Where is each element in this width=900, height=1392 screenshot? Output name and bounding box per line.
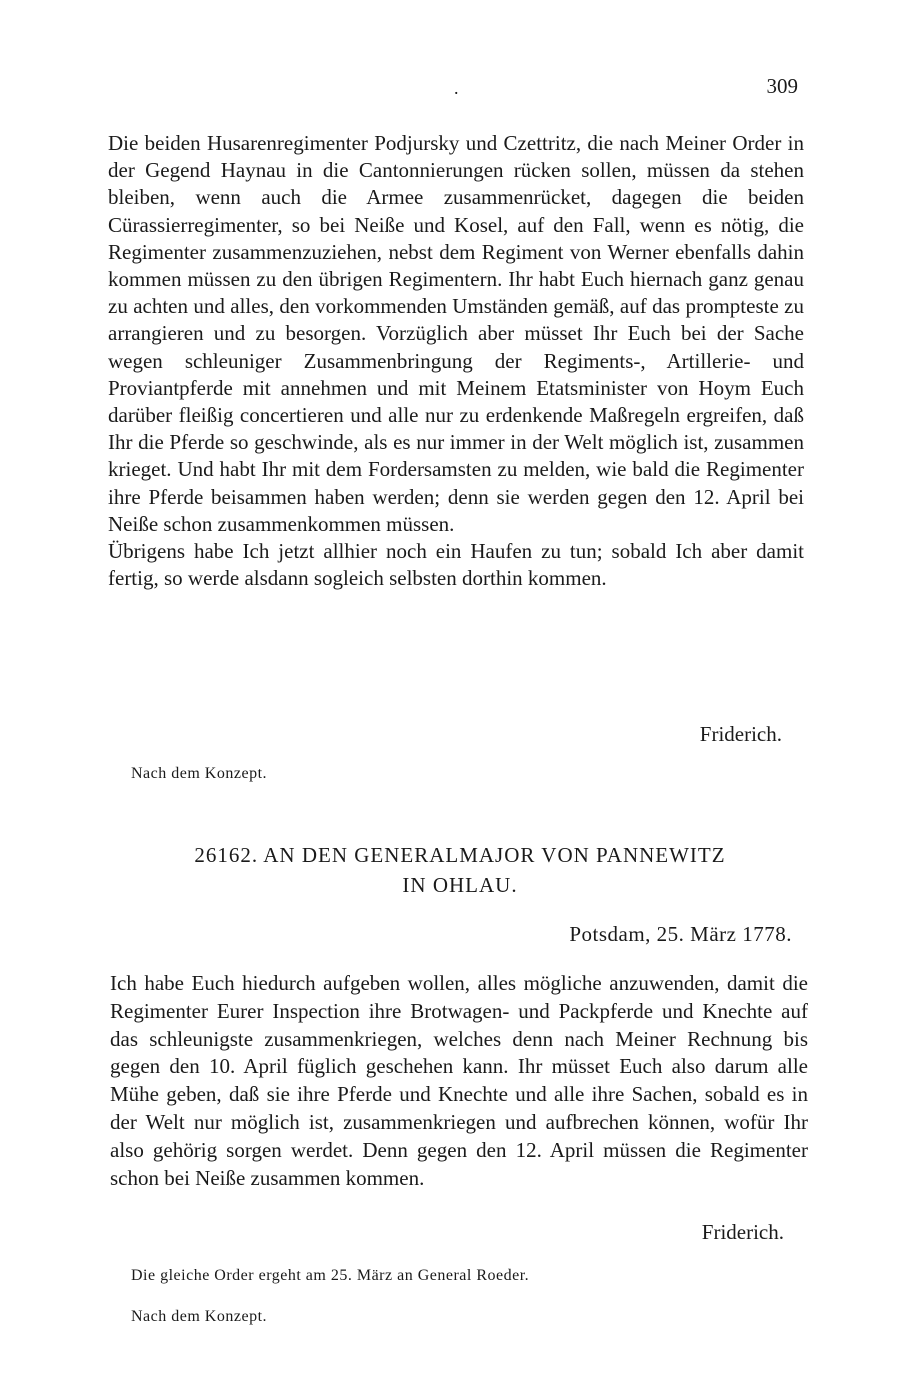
letter-2-dateline: Potsdam, 25. März 1778. <box>569 922 792 946</box>
letter-2-body <box>110 970 808 1192</box>
letter-1-body <box>108 130 804 592</box>
letter-2-heading-line-2: IN OHLAU. <box>402 873 518 897</box>
letter-2-heading-line-1: 26162. AN DEN GENERALMAJOR VON PANNEWITZ <box>194 843 726 867</box>
letter-2-signature: Friderich. <box>701 1220 784 1244</box>
letter-1-source-note: Nach dem Konzept. <box>131 765 268 782</box>
letter-2-heading <box>120 840 800 900</box>
letter-2-order-note: Die gleiche Order ergeht am 25. März an General Roeder. <box>131 1267 530 1284</box>
letter-1-signature: Friderich. <box>699 722 782 746</box>
letter-1-paragraph-2: Übrigens habe Ich jetzt allhier noch ein Haufen zu tun; sobald Ich aber damit fertig, so werde alsdann sogleich selbsten dorthin kommen. <box>108 539 804 591</box>
letter-2-source-note: Nach dem Konzept. <box>131 1308 268 1325</box>
page-number: 309 <box>766 74 798 98</box>
letter-1-paragraph-1: Die beiden Husarenregimenter Podjursky und Czettritz, die nach Meiner Order in der Gegend Haynau in die Cantonnierungen rücken sollen, müssen da stehen bleiben, wenn auch die Armee zusammenrücket, dagegen die beiden Cürassierregimenter, so bei Neiße und Kosel, auf den Fall, wenn es nötig, die Regimenter zusammenzuziehen, nebst dem Regiment von Werner ebenfalls dahin kommen müssen zu den übrigen Regimentern. Ihr habt Euch hiernach ganz genau zu achten und alles, den vorkommenden Umständen gemäß, auf das prompteste zu arrangieren und zu besorgen. Vorzüglich aber müsset Ihr Euch bei der Sache wegen schleuniger Zusammenbringung der Regiments-, Artillerie- und Proviantpferde mit annehmen und mit Meinem Etatsminister von Hoym Euch darüber fleißig concertieren und alle nur zu erdenkende Maßregeln ergreifen, daß Ihr die Pferde so geschwinde, als es nur immer in der Welt möglich ist, zusammen krieget. Und habt Ihr mit dem Fordersamsten zu melden, wie bald die Regimenter ihre Pferde beisammen haben werden; denn sie werden gegen den 12. April bei Neiße schon zusammenkommen müssen. <box>108 131 804 536</box>
letter-2-paragraph-1: Ich habe Euch hiedurch aufgeben wollen, alles mögliche anzuwenden, damit die Regimenter Eurer Inspection ihre Brotwagen- und Packpferde und Knechte auf das schleunigste zusammenkriegen, welches denn nach Meiner Rechnung bis gegen den 10. April füglich geschehen kann. Ihr müsset Euch also darum alle Mühe geben, daß sie ihre Pferde und Knechte und alle ihre Sachen, sobald es in der Welt nur möglich ist, zusammenkriegen und aufbrechen können, wofür Ihr also gehörig sorgen werdet. Denn gegen den 12. April müssen die Regimenter schon bei Neiße zusammen kommen. <box>110 971 808 1190</box>
page-dot: . <box>454 78 459 98</box>
